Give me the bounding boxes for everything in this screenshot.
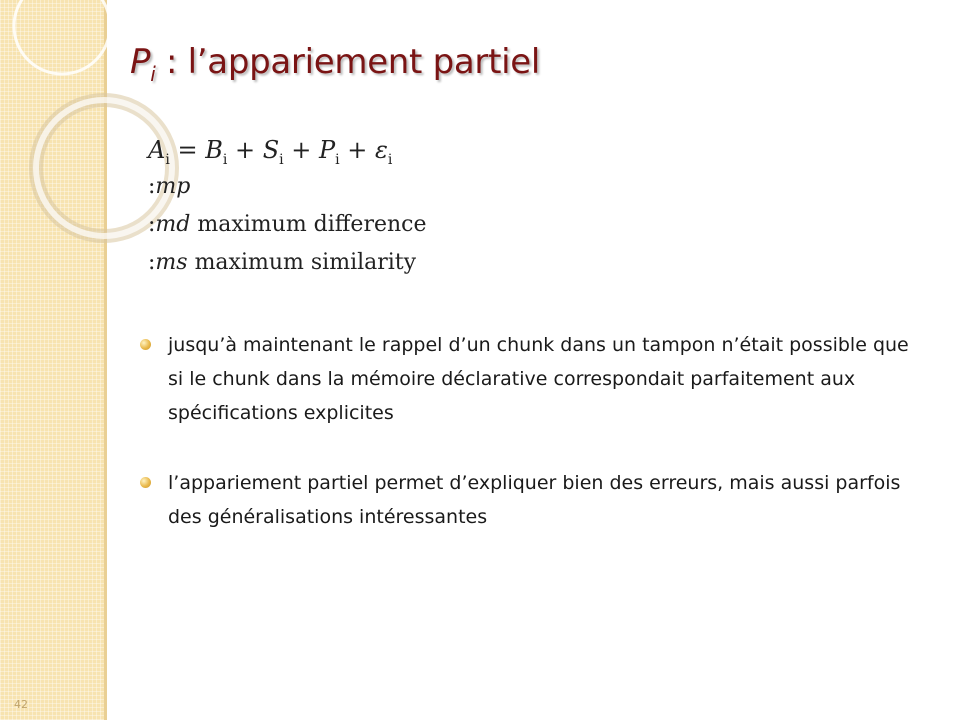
formula-plus: + — [227, 136, 263, 164]
formula-term-noise-sub: i — [387, 151, 393, 168]
param-symbol: ms — [155, 250, 188, 275]
activation-formula — [148, 136, 427, 288]
title-variable: P — [130, 42, 151, 82]
formula-lhs-sub: i — [165, 151, 170, 168]
bullet-list — [140, 328, 920, 534]
bullet-icon — [140, 477, 151, 488]
formula-term-partial: P — [319, 136, 336, 164]
formula-term-partial-sub: i — [335, 151, 340, 168]
title-text: : l’appariement partiel — [155, 42, 541, 82]
formula-plus: + — [283, 136, 320, 164]
param-symbol: mp — [155, 174, 191, 199]
param-description: maximum similarity — [187, 250, 417, 275]
bullet-item — [140, 328, 920, 430]
bullet-item — [140, 466, 920, 534]
formula-equals: = — [169, 136, 206, 164]
formula-param-ms — [148, 250, 427, 288]
bullet-icon — [140, 339, 151, 350]
formula-term-base-sub: i — [222, 151, 228, 168]
slide-number: 42 — [14, 698, 28, 711]
formula-equation — [148, 136, 427, 174]
formula-term-spread-sub: i — [279, 151, 284, 168]
bullet-text: jusqu’à maintenant le rappel d’un chunk dans un tampon n’était possible que si le chunk dans la mémoire déclarative correspondait parfaitement aux spécifications explicites — [168, 334, 909, 424]
slide-title — [130, 42, 540, 86]
formula-plus: + — [339, 136, 376, 164]
param-symbol: md — [155, 212, 191, 237]
formula-param-mp — [148, 174, 427, 212]
title-subscript: i — [150, 61, 156, 86]
param-colon: : — [148, 174, 156, 199]
formula-term-spread: S — [262, 136, 280, 164]
formula-term-base: B — [205, 136, 223, 164]
formula-lhs: A — [148, 136, 166, 164]
formula-param-md — [148, 212, 427, 250]
bullet-text: l’appariement partiel permet d’expliquer bien des erreurs, mais aussi parfois des généralisations intéressantes — [168, 472, 901, 528]
formula-term-noise: ε — [375, 136, 388, 164]
param-colon: : — [148, 212, 156, 237]
param-description: maximum difference — [190, 212, 427, 237]
param-colon: : — [148, 250, 156, 275]
